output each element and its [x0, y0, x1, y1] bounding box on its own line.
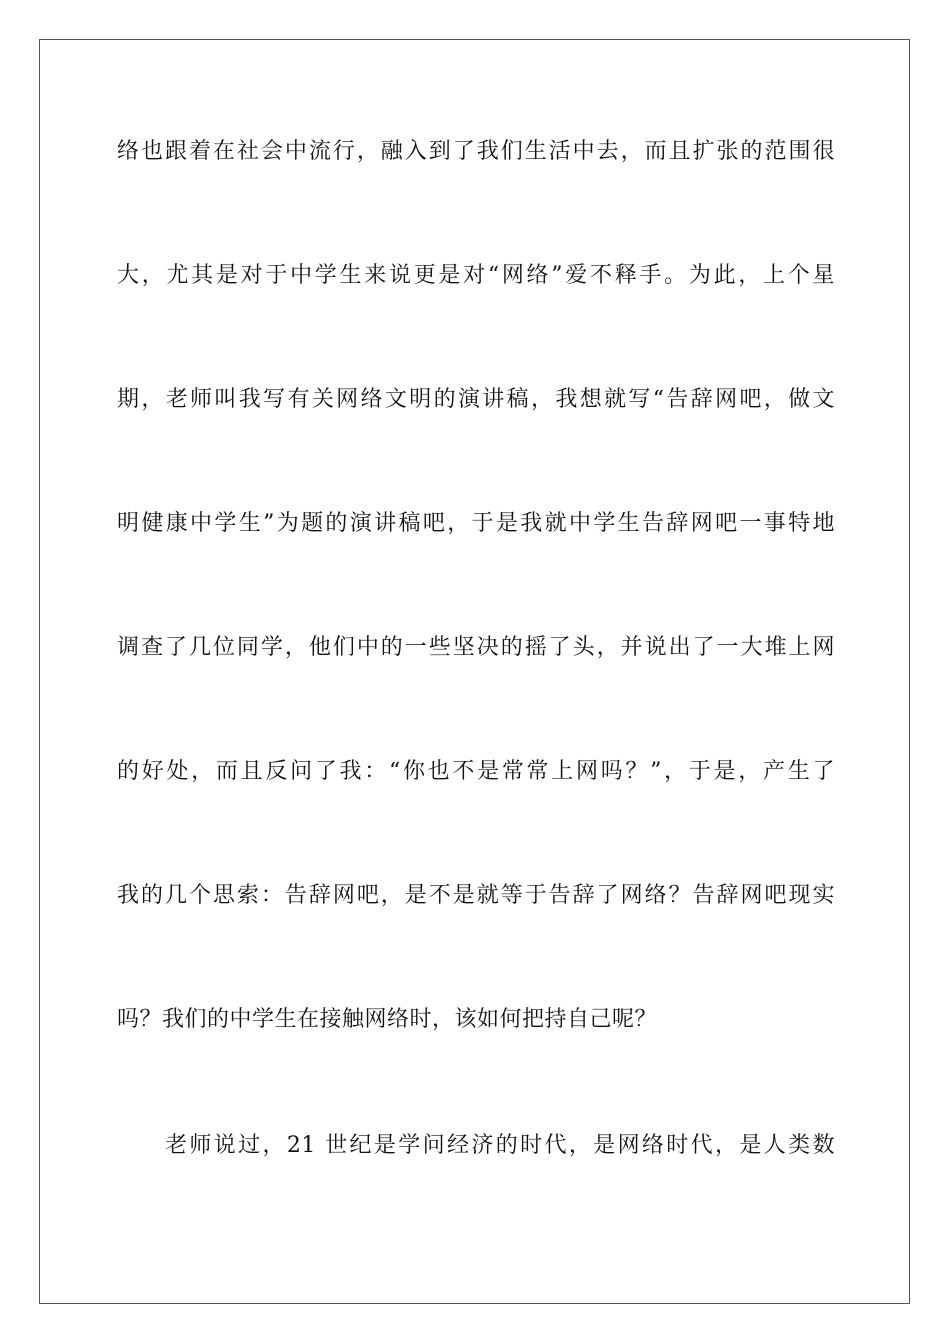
text-line: 的好处，而且反问了我：“你也不是常常上网吗？”，于是，产生了 — [117, 759, 835, 784]
text-line: 明健康中学生”为题的演讲稿吧，于是我就中学生告辞网吧一事特地 — [117, 511, 835, 536]
page-border — [39, 39, 910, 1304]
text-line: 期，老师叫我写有关网络文明的演讲稿，我想就写“告辞网吧，做文 — [117, 387, 835, 412]
text-line: 络也跟着在社会中流行，融入到了我们生活中去，而且扩张的范围很 — [117, 139, 835, 164]
text-line: 大，尤其是对于中学生来说更是对“网络”爱不释手。为此，上个星 — [117, 263, 835, 288]
paragraph-first-line: 老师说过，21 世纪是学问经济的时代，是网络时代，是人类数 — [165, 1133, 835, 1158]
text-line: 吗？我们的中学生在接触网络时，该如何把持自己呢？ — [117, 1007, 658, 1032]
text-line: 我的几个思索：告辞网吧，是不是就等于告辞了网络？告辞网吧现实 — [117, 883, 835, 908]
text-line: 调查了几位同学，他们中的一些坚决的摇了头，并说出了一大堆上网 — [117, 635, 835, 660]
